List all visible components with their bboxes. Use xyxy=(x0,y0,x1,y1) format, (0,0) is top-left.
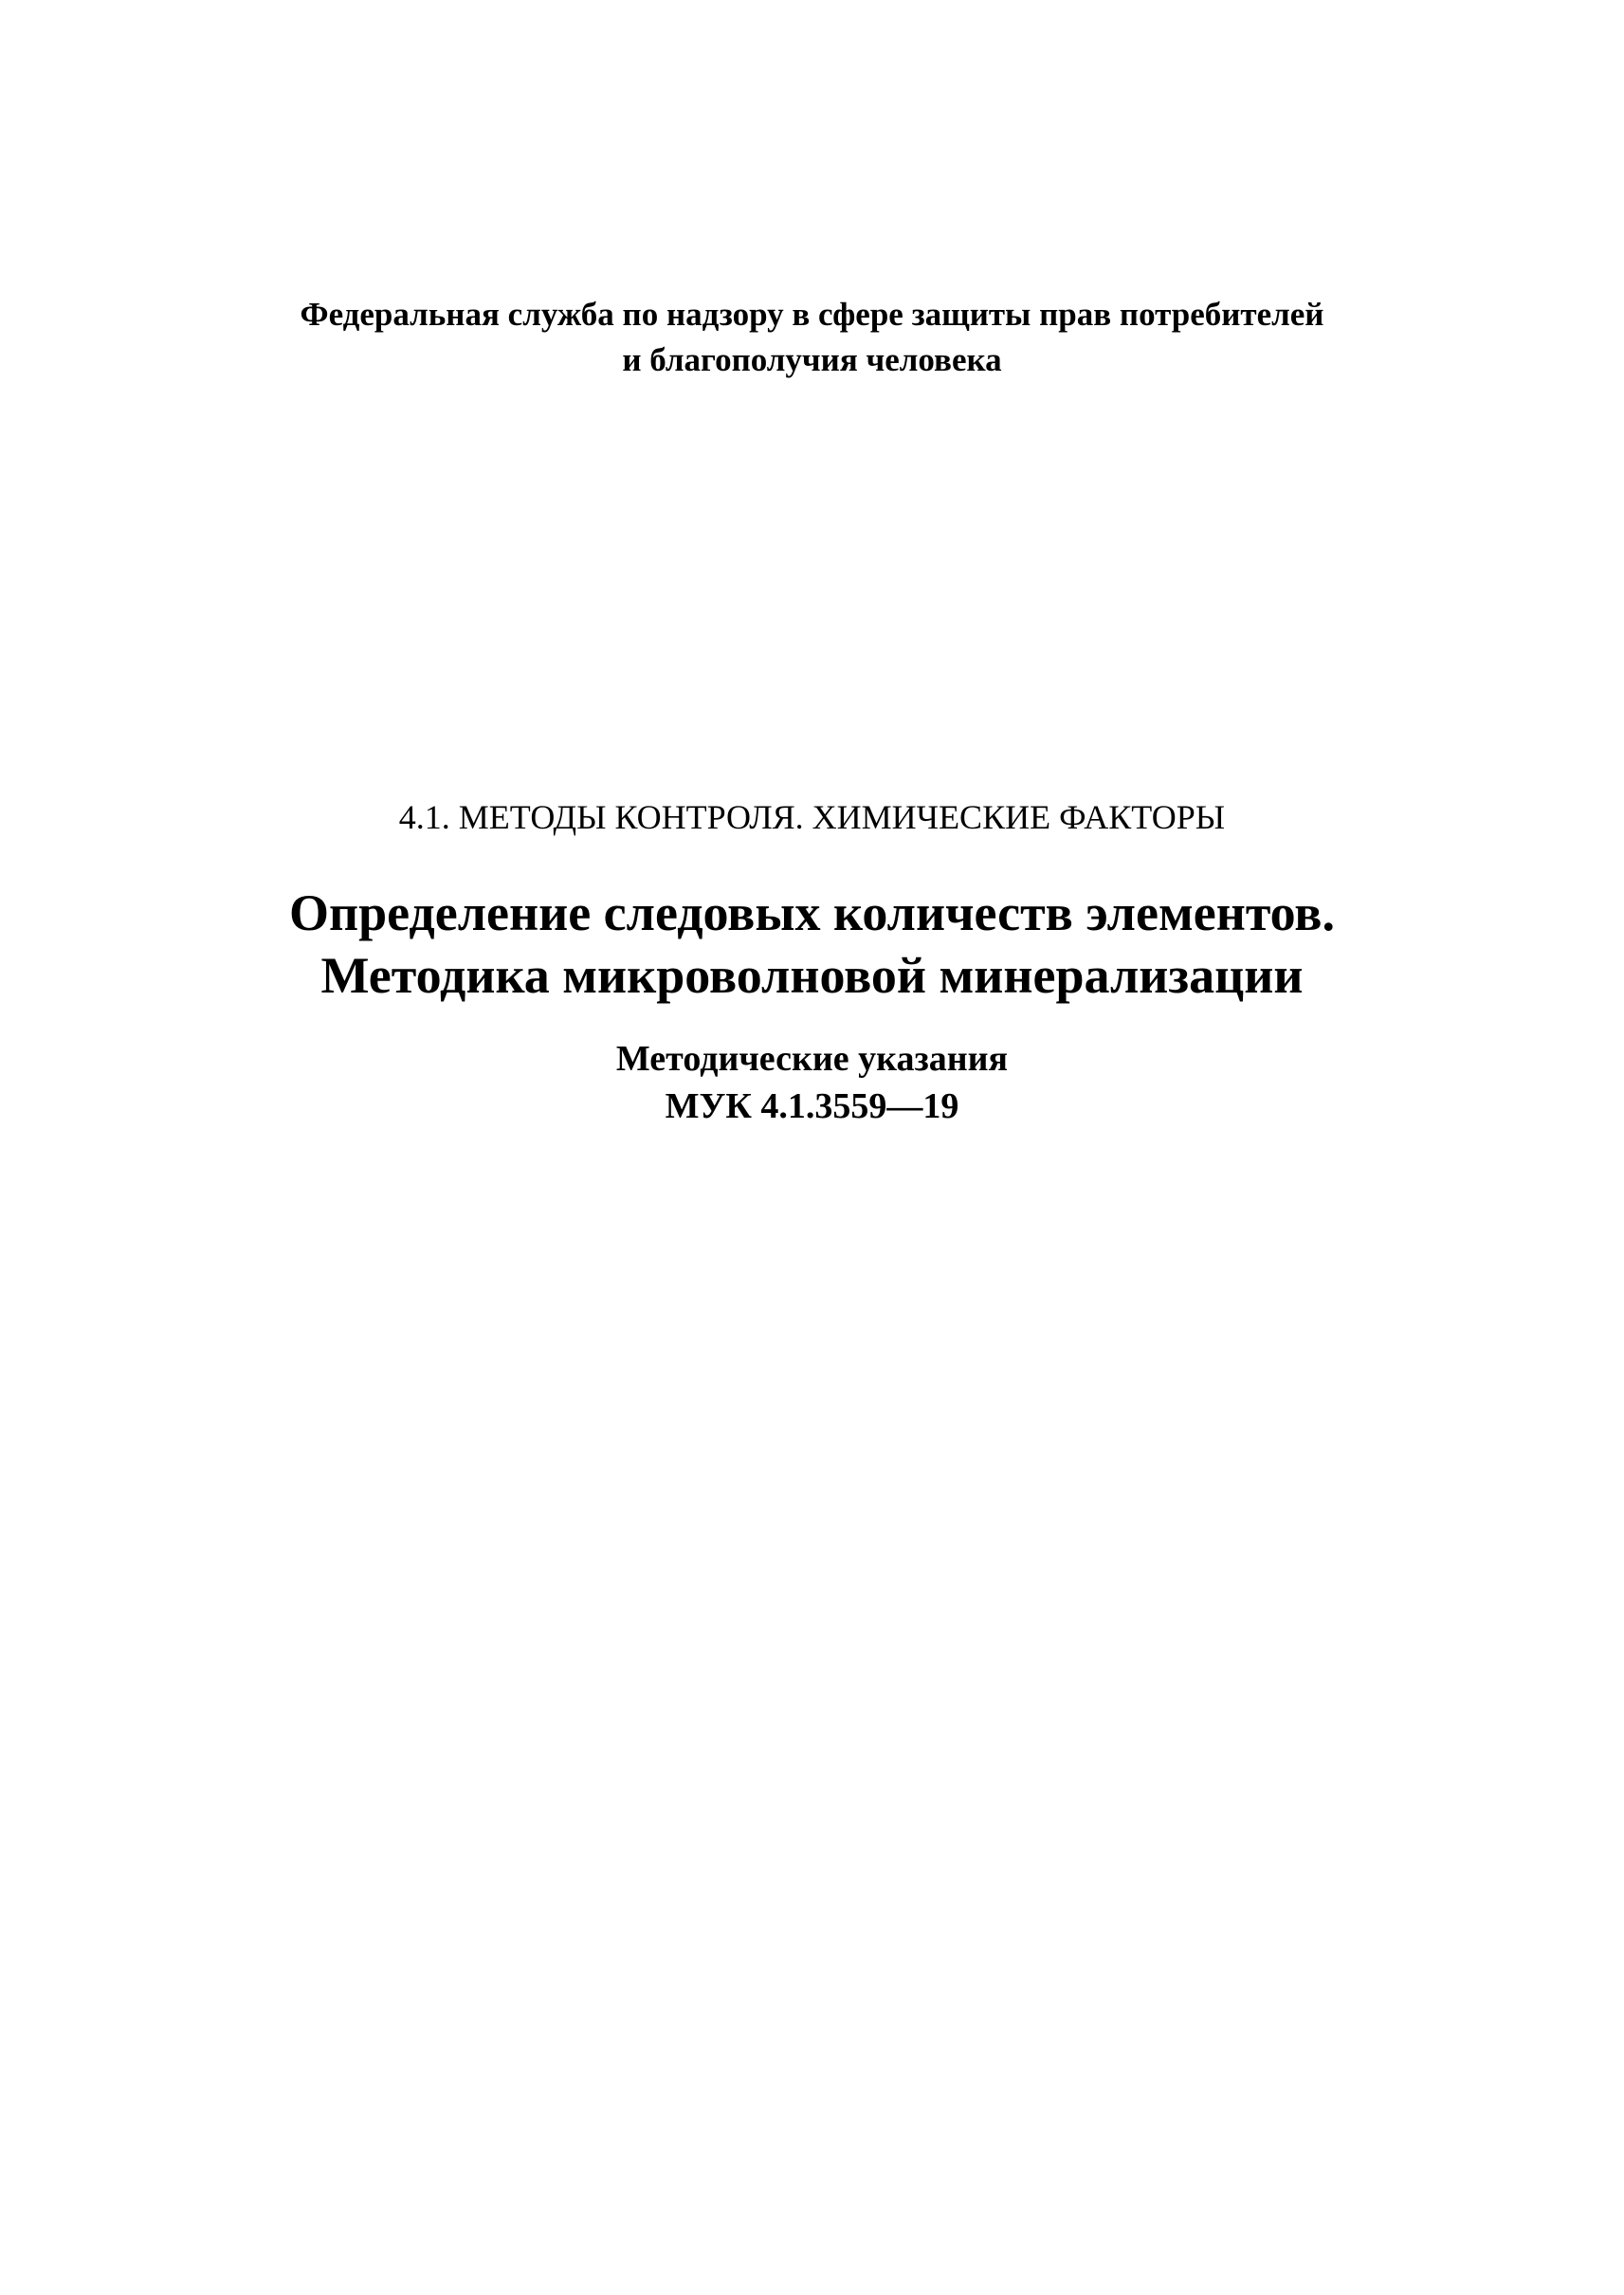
section-heading xyxy=(0,794,1624,840)
agency-line-2: и благополучия человека xyxy=(622,341,1002,378)
title-line-1: Определение следовых количеств элементов. xyxy=(289,884,1335,941)
title-line-2: Методика микроволновой минерализации xyxy=(320,947,1304,1004)
document-number: МУК 4.1.3559—19 xyxy=(665,1086,959,1126)
document-type: Методические указания xyxy=(615,1039,1009,1079)
document-title xyxy=(0,882,1624,1007)
section-heading-text: 4.1. МЕТОДЫ КОНТРОЛЯ. ХИМИЧЕСКИЕ ФАКТОРЫ xyxy=(398,798,1226,836)
agency-line-1: Федеральная служба по надзору в сфере защиты прав потребителей xyxy=(300,296,1324,333)
document-designation xyxy=(0,1035,1624,1130)
issuing-agency xyxy=(0,292,1624,383)
